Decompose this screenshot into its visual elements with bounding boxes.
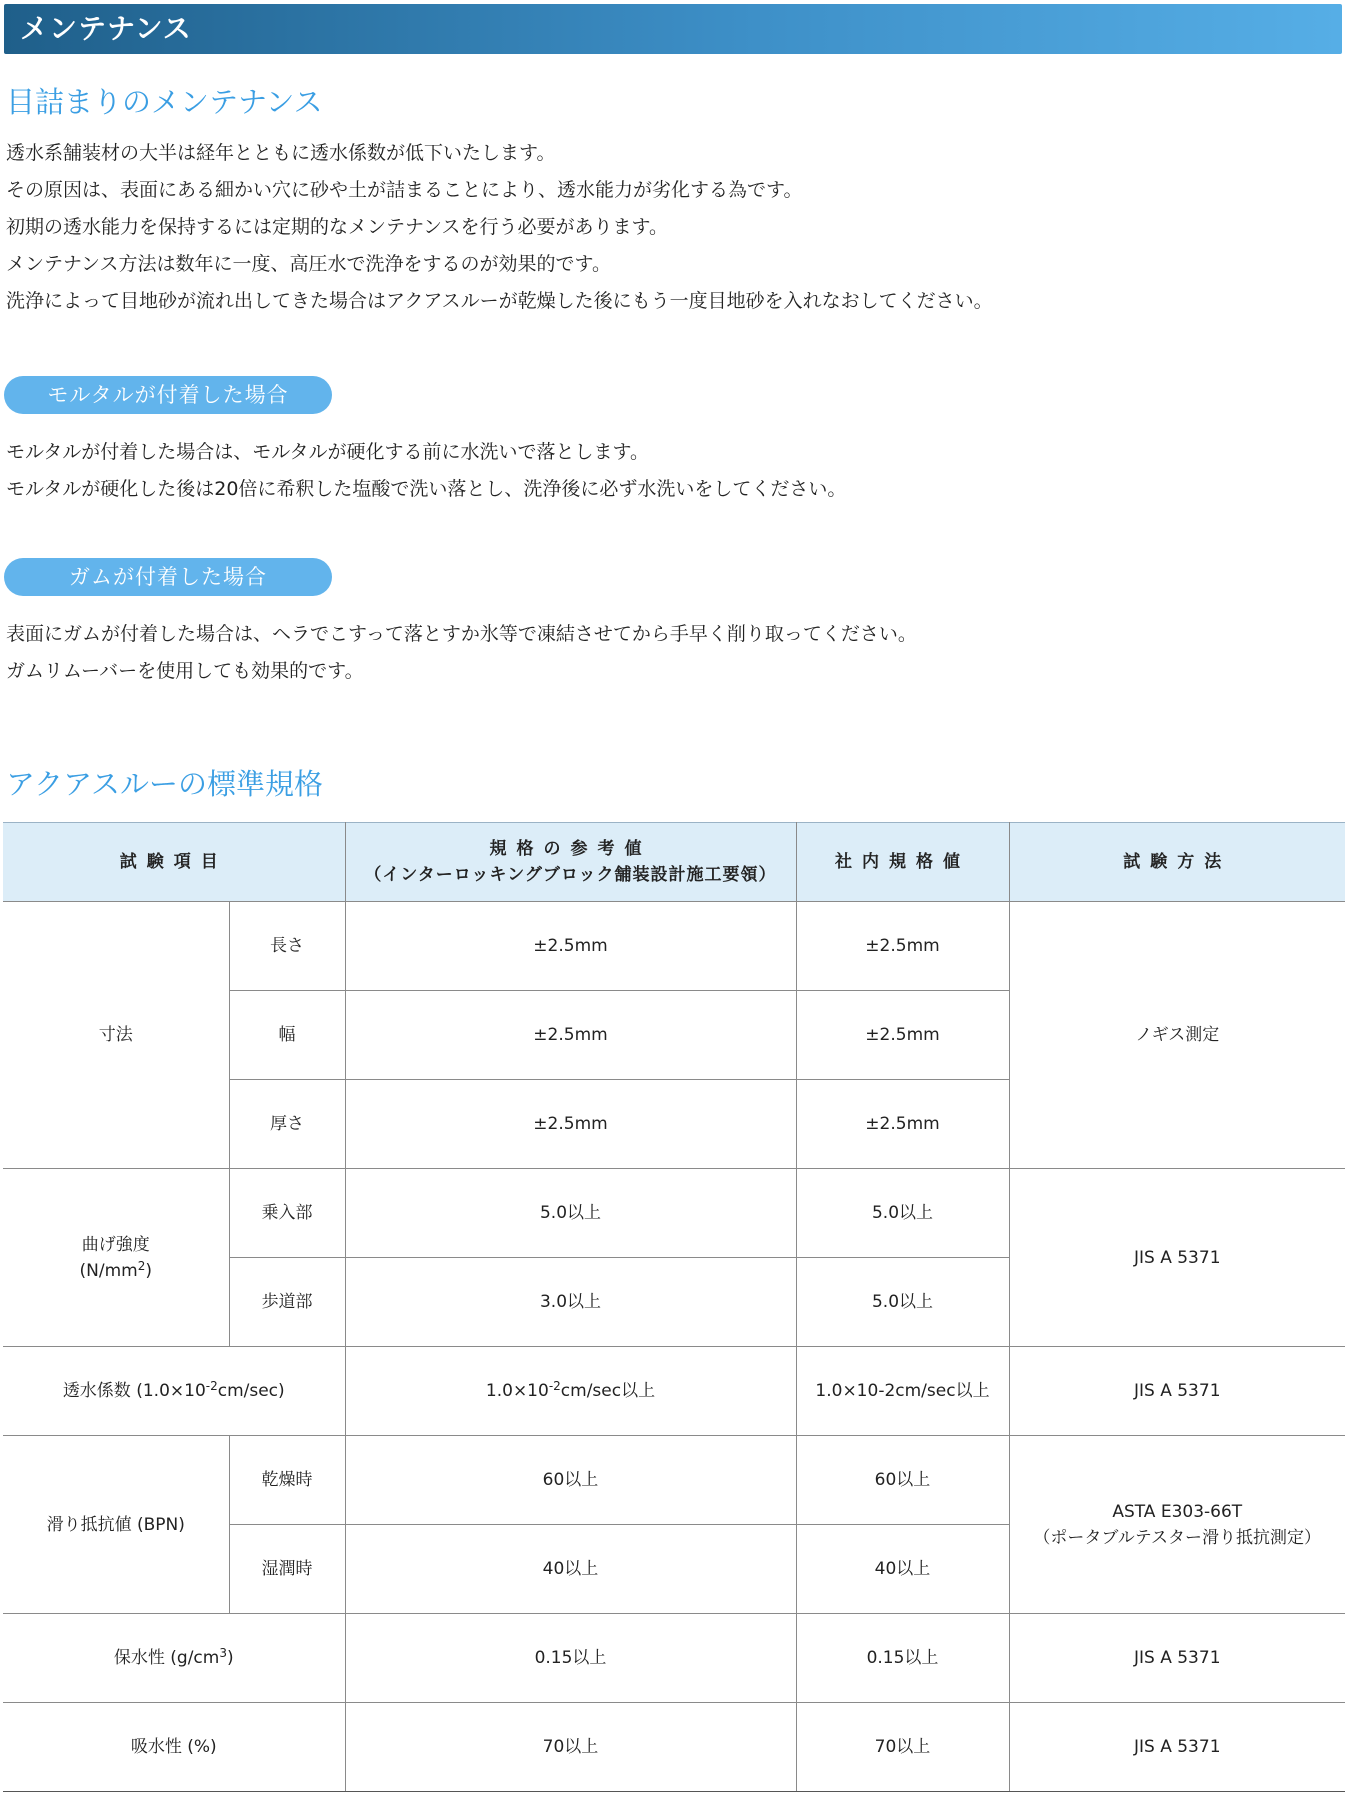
gum-section-pill: ガムが付着した場合 — [4, 558, 332, 596]
table-row — [3, 1347, 1345, 1436]
reference-value-cell — [345, 1347, 796, 1436]
row-sub-label: 乗入部 — [229, 1169, 345, 1258]
permeability-label-sup: -2 — [205, 1379, 218, 1393]
row-sub-label: 歩道部 — [229, 1258, 345, 1347]
water-retention-pre: 保水性 (g/cm — [113, 1648, 220, 1668]
internal-value-cell: 0.15以上 — [796, 1614, 1009, 1703]
paragraph-line: その原因は、表面にある細かい穴に砂や土が詰まることにより、透水能力が劣化する為です。 — [6, 179, 803, 201]
row-sub-label: 厚さ — [229, 1080, 345, 1169]
slip-resistance-label: 滑り抵抗値 (BPN) — [3, 1436, 229, 1614]
internal-value-cell: 60以上 — [796, 1436, 1009, 1525]
dimensions-label: 寸法 — [3, 902, 229, 1169]
paragraph-line: 表面にガムが付着した場合は、ヘラでこすって落とすか氷等で凍結させてから手早く削り取ってください。 — [6, 623, 917, 645]
water-retention-sup: 3 — [219, 1646, 227, 1660]
bending-strength-label — [3, 1169, 229, 1347]
section-header-title: メンテナンス — [20, 12, 192, 45]
slip-method-line2: （ポータブルテスター滑り抵抗測定） — [1033, 1527, 1322, 1548]
spec-title: アクアスルーの標準規格 — [6, 767, 323, 801]
paragraph-line: 初期の透水能力を保持するには定期的なメンテナンスを行う必要があります。 — [6, 216, 668, 238]
mortar-paragraph — [6, 434, 846, 508]
paragraph-line: モルタルが硬化した後は20倍に希釈した塩酸で洗い落とし、洗浄後に必ず水洗いをしてください。 — [6, 478, 847, 500]
row-sub-label: 乾燥時 — [229, 1436, 345, 1525]
reference-value-cell: 5.0以上 — [345, 1169, 796, 1258]
permeability-label-pre: 透水係数 (1.0×10 — [62, 1381, 206, 1401]
internal-value-cell: 5.0以上 — [796, 1169, 1009, 1258]
clogging-maintenance-title: 目詰まりのメンテナンス — [6, 85, 323, 119]
paragraph-line: メンテナンス方法は数年に一度、高圧水で洗浄をするのが効果的です。 — [6, 253, 611, 275]
table-row — [3, 902, 1345, 991]
reference-value-cell: 40以上 — [345, 1525, 796, 1614]
paragraph-line: 透水系舗装材の大半は経年とともに透水係数が低下いたします。 — [6, 142, 556, 164]
row-sub-label: 湿潤時 — [229, 1525, 345, 1614]
mortar-section-pill: モルタルが付着した場合 — [4, 376, 332, 414]
water-retention-method: JIS A 5371 — [1009, 1614, 1345, 1703]
water-retention-label — [3, 1614, 345, 1703]
row-sub-label: 幅 — [229, 991, 345, 1080]
bending-unit-post: ) — [145, 1260, 152, 1281]
table-row — [3, 1703, 1345, 1792]
row-sub-label: 長さ — [229, 902, 345, 991]
header-reference-value — [345, 823, 796, 902]
reference-value-cell: 60以上 — [345, 1436, 796, 1525]
internal-value-cell: ±2.5mm — [796, 902, 1009, 991]
paragraph-line: モルタルが付着した場合は、モルタルが硬化する前に水洗いで落とします。 — [6, 441, 649, 463]
reference-value-cell: ±2.5mm — [345, 902, 796, 991]
table-header-row — [3, 823, 1345, 902]
permeability-label — [3, 1347, 345, 1436]
dimensions-method: ノギス測定 — [1009, 902, 1345, 1169]
reference-value-cell: ±2.5mm — [345, 991, 796, 1080]
reference-value-cell: 0.15以上 — [345, 1614, 796, 1703]
header-test-item: 試験項目 — [3, 823, 345, 902]
gum-paragraph — [6, 616, 917, 690]
permeability-ref-pre: 1.0×10 — [485, 1381, 549, 1401]
header-reference-line2: （インターロッキングブロック舗装設計施工要領） — [364, 865, 777, 885]
absorption-label: 吸水性 (%) — [3, 1703, 345, 1792]
table-row — [3, 1614, 1345, 1703]
section-header-bar — [4, 4, 1342, 54]
clogging-paragraph — [6, 135, 993, 320]
permeability-ref-sup: -2 — [548, 1379, 561, 1393]
paragraph-line: 洗浄によって目地砂が流れ出してきた場合はアクアスルーが乾燥した後にもう一度目地砂を入れなおしてください。 — [6, 290, 993, 312]
internal-value-cell: 40以上 — [796, 1525, 1009, 1614]
bending-unit-sup: 2 — [137, 1258, 146, 1273]
bending-label-line2 — [3, 1258, 229, 1284]
internal-value-cell: 5.0以上 — [796, 1258, 1009, 1347]
internal-value-cell: 1.0×10-2cm/sec以上 — [796, 1347, 1009, 1436]
internal-value-cell: ±2.5mm — [796, 991, 1009, 1080]
header-reference-line1: 規格の参考値 — [489, 839, 652, 859]
paragraph-line: ガムリムーバーを使用しても効果的です。 — [6, 660, 364, 682]
reference-value-cell: ±2.5mm — [345, 1080, 796, 1169]
bending-method: JIS A 5371 — [1009, 1169, 1345, 1347]
permeability-method: JIS A 5371 — [1009, 1347, 1345, 1436]
table-row — [3, 1436, 1345, 1525]
internal-value-cell: 70以上 — [796, 1703, 1009, 1792]
slip-method — [1009, 1436, 1345, 1614]
bending-label-line1: 曲げ強度 — [81, 1234, 150, 1255]
reference-value-cell: 3.0以上 — [345, 1258, 796, 1347]
bending-unit-pre: (N/mm — [79, 1260, 138, 1281]
absorption-method: JIS A 5371 — [1009, 1703, 1345, 1792]
reference-value-cell: 70以上 — [345, 1703, 796, 1792]
internal-value-cell: ±2.5mm — [796, 1080, 1009, 1169]
water-retention-post: ) — [226, 1648, 234, 1668]
header-test-method: 試験方法 — [1009, 823, 1345, 902]
spec-table — [3, 822, 1345, 1792]
permeability-ref-post: cm/sec以上 — [560, 1381, 656, 1401]
permeability-label-post: cm/sec) — [217, 1381, 285, 1401]
slip-method-line1: ASTA E303-66T — [1112, 1501, 1243, 1522]
table-row — [3, 1169, 1345, 1258]
header-internal-value: 社内規格値 — [796, 823, 1009, 902]
